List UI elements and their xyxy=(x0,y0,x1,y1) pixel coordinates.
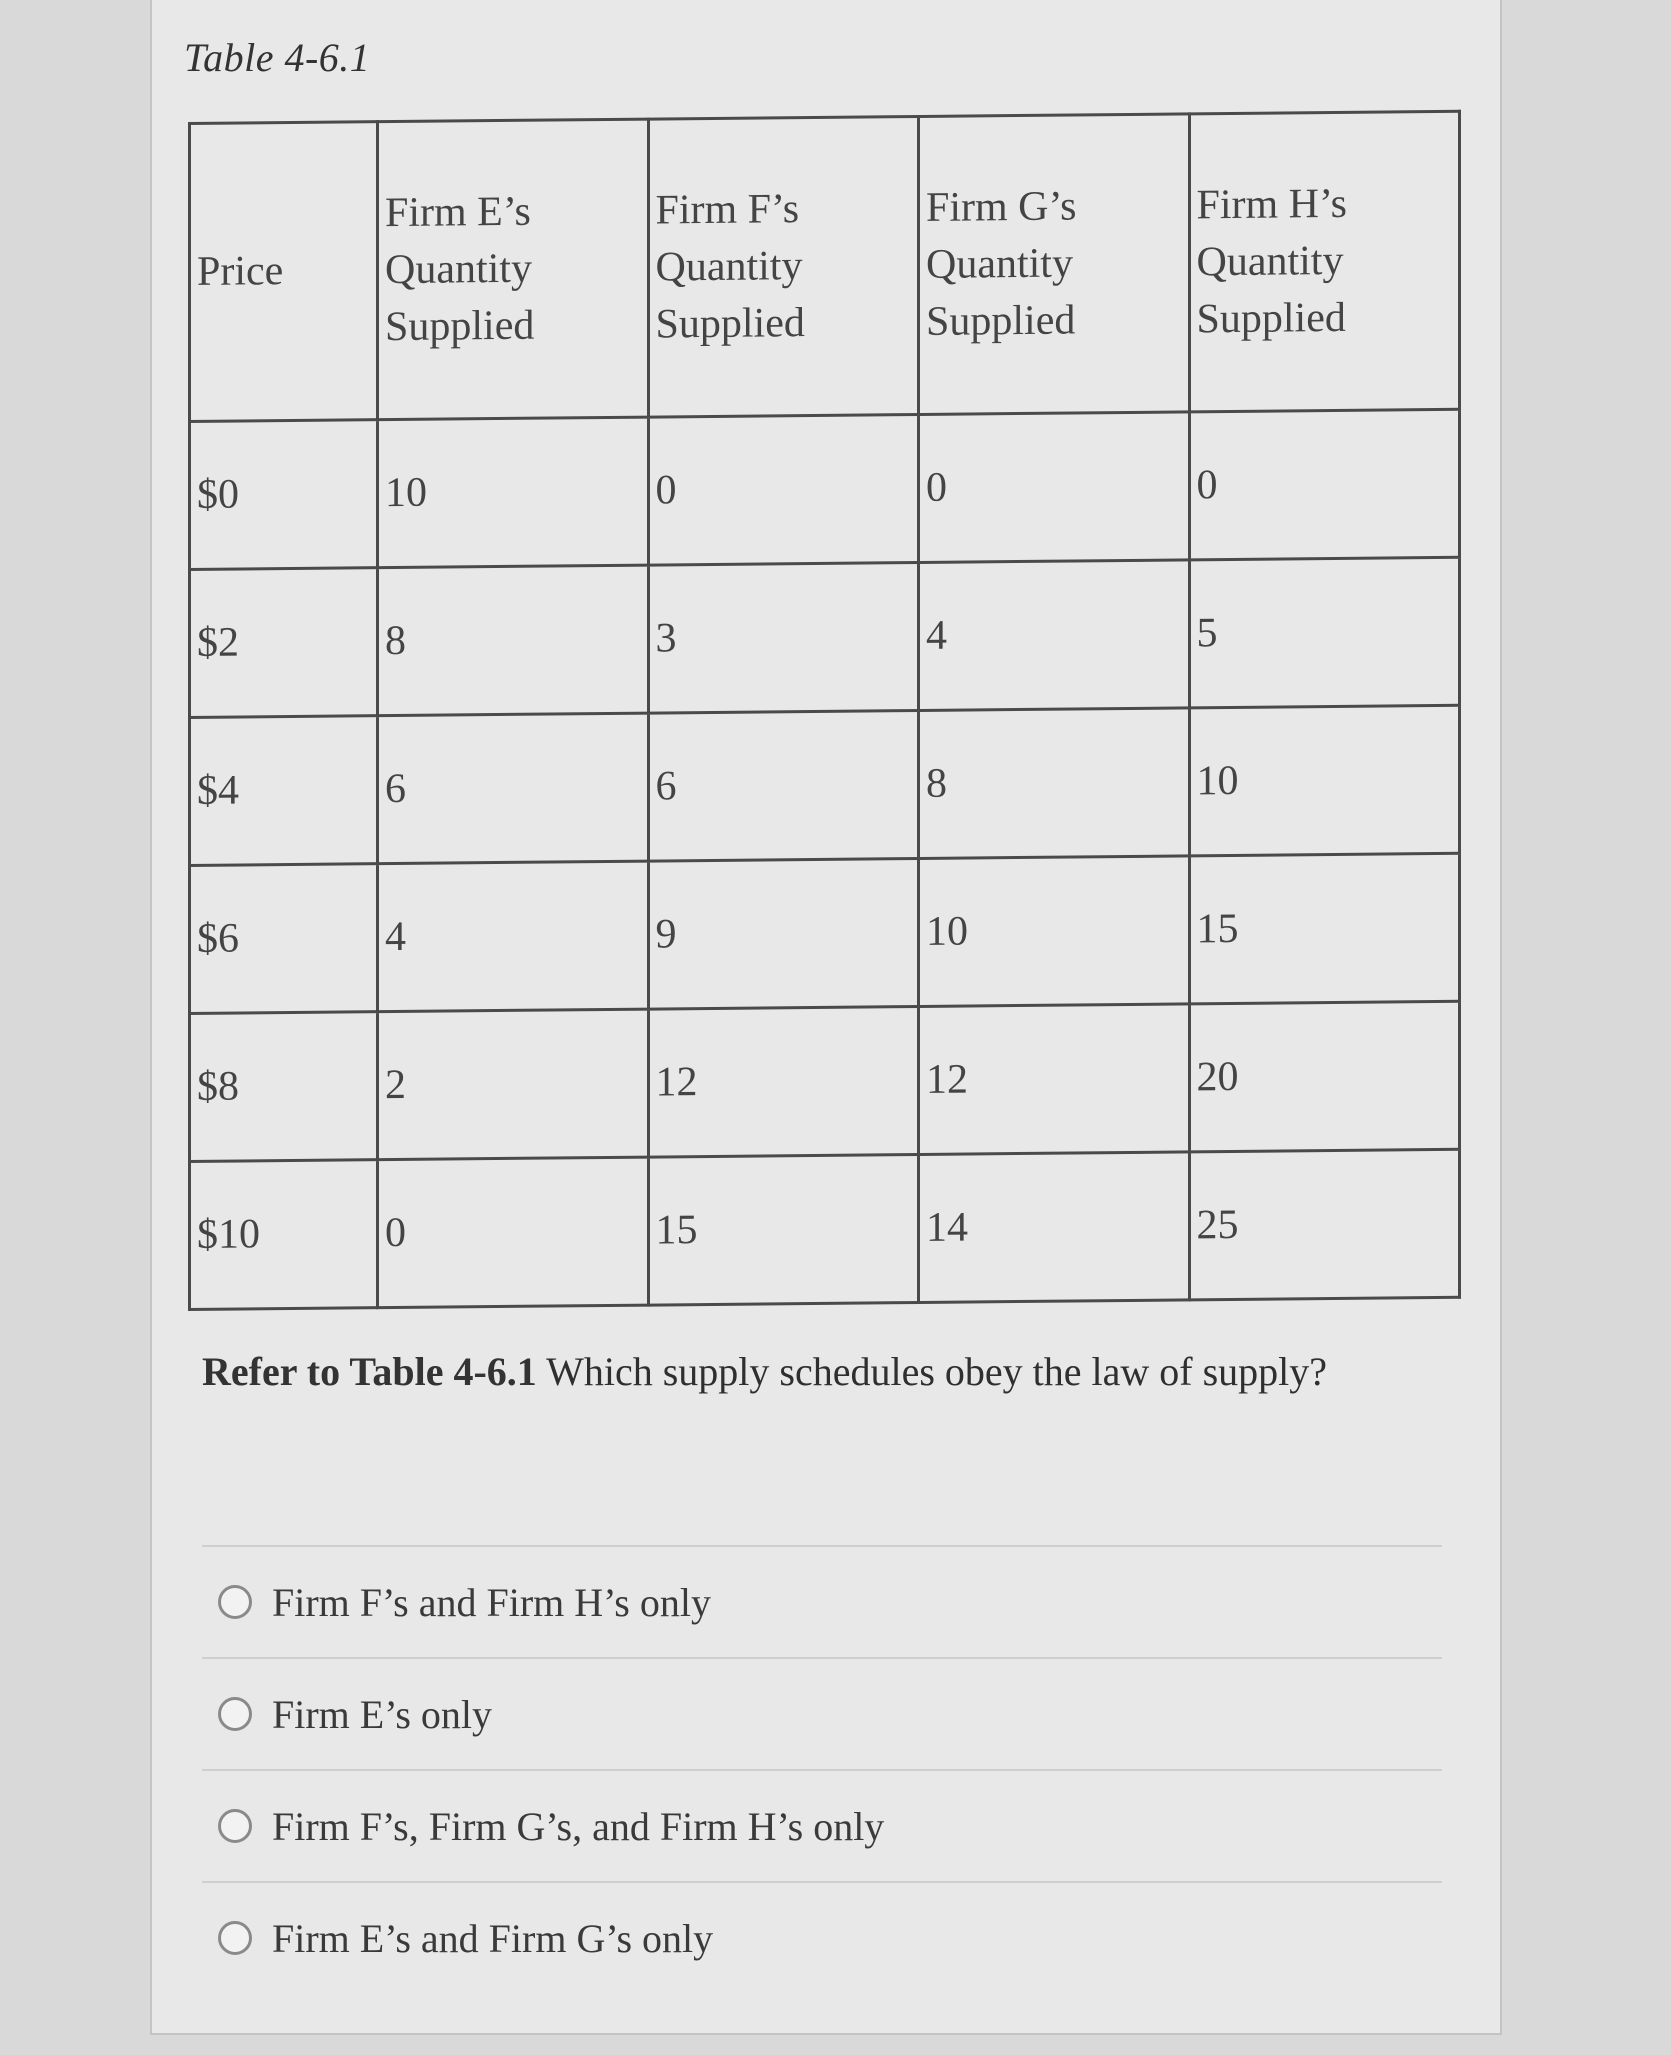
header-firm-h xyxy=(1189,111,1460,412)
cell-price: $2 xyxy=(190,568,378,718)
question-ref: Refer to Table 4-6.1 xyxy=(202,1349,537,1394)
answer-option-label: Firm E’s only xyxy=(272,1691,493,1737)
cell-firm-e: 2 xyxy=(378,1009,649,1160)
table-row xyxy=(190,853,1460,1013)
answer-option-label: Firm E’s and Firm G’s only xyxy=(272,1915,714,1961)
cell-firm-g: 8 xyxy=(919,708,1190,859)
table-row xyxy=(190,1149,1460,1309)
header-firm-e-line-1: Firm E’s xyxy=(385,189,531,237)
radio-button-icon[interactable] xyxy=(218,1585,252,1619)
cell-price: $0 xyxy=(190,420,378,570)
cell-firm-e: 0 xyxy=(378,1157,649,1308)
radio-button-icon[interactable] xyxy=(218,1921,252,1955)
cell-firm-g: 14 xyxy=(919,1152,1190,1303)
answer-option-4[interactable] xyxy=(202,1881,1442,1993)
cell-firm-f: 6 xyxy=(648,710,919,861)
header-firm-g-line-1: Firm G’s xyxy=(926,183,1077,232)
answer-option-2[interactable] xyxy=(202,1657,1442,1769)
cell-price: $6 xyxy=(190,864,378,1014)
cell-firm-h: 10 xyxy=(1189,705,1460,856)
header-firm-e-line-3: Supplied xyxy=(385,302,535,350)
header-firm-f-line-2: Quantity xyxy=(655,243,803,291)
header-price: Price xyxy=(190,122,378,422)
cell-firm-f: 3 xyxy=(648,562,919,713)
header-firm-g-line-2: Quantity xyxy=(926,240,1073,289)
header-firm-h-line-2: Quantity xyxy=(1196,238,1344,286)
cell-firm-e: 8 xyxy=(378,565,649,716)
answer-option-1[interactable] xyxy=(202,1545,1442,1657)
cell-firm-f: 12 xyxy=(648,1006,919,1157)
supply-table xyxy=(188,110,1461,1311)
question-panel xyxy=(150,0,1502,2035)
cell-firm-f: 0 xyxy=(648,414,919,565)
answer-option-label: Firm F’s and Firm H’s only xyxy=(272,1579,711,1625)
question-text xyxy=(202,1340,1352,1404)
cell-firm-e: 10 xyxy=(378,417,649,568)
cell-price: $10 xyxy=(190,1160,378,1310)
cell-firm-g: 10 xyxy=(919,856,1190,1007)
header-firm-f-line-3: Supplied xyxy=(655,299,805,348)
cell-firm-h: 5 xyxy=(1189,557,1460,708)
table-title: Table 4-6.1 xyxy=(184,35,371,80)
header-firm-e xyxy=(378,119,649,420)
header-firm-g-line-3: Supplied xyxy=(926,297,1076,345)
question-body: Which supply schedules obey the law of supply? xyxy=(536,1349,1328,1394)
header-firm-g xyxy=(919,114,1190,415)
cell-firm-f: 9 xyxy=(648,858,919,1009)
cell-firm-e: 4 xyxy=(378,861,649,1012)
cell-firm-h: 0 xyxy=(1189,409,1460,560)
cell-firm-h: 25 xyxy=(1189,1149,1460,1300)
answer-option-3[interactable] xyxy=(202,1769,1442,1881)
header-firm-e-line-2: Quantity xyxy=(385,245,532,294)
cell-price: $8 xyxy=(190,1012,378,1162)
cell-firm-g: 12 xyxy=(919,1004,1190,1155)
table-header-row xyxy=(190,111,1460,421)
cell-firm-f: 15 xyxy=(648,1154,919,1305)
cell-price: $4 xyxy=(190,716,378,866)
cell-firm-h: 20 xyxy=(1189,1001,1460,1152)
cell-firm-g: 4 xyxy=(919,560,1190,711)
table-row xyxy=(190,1001,1460,1161)
table-row xyxy=(190,557,1460,717)
header-firm-h-line-3: Supplied xyxy=(1196,294,1346,343)
cell-firm-e: 6 xyxy=(378,713,649,864)
header-firm-h-line-1: Firm H’s xyxy=(1196,181,1348,229)
cell-firm-h: 15 xyxy=(1189,853,1460,1004)
answer-options xyxy=(202,1545,1442,1993)
radio-button-icon[interactable] xyxy=(218,1697,252,1731)
radio-button-icon[interactable] xyxy=(218,1809,252,1843)
table-row xyxy=(190,705,1460,865)
answer-option-label: Firm F’s, Firm G’s, and Firm H’s only xyxy=(272,1803,885,1849)
cell-firm-g: 0 xyxy=(919,412,1190,563)
header-firm-f xyxy=(648,116,919,417)
table-row xyxy=(190,409,1460,569)
header-firm-f-line-1: Firm F’s xyxy=(655,186,800,234)
